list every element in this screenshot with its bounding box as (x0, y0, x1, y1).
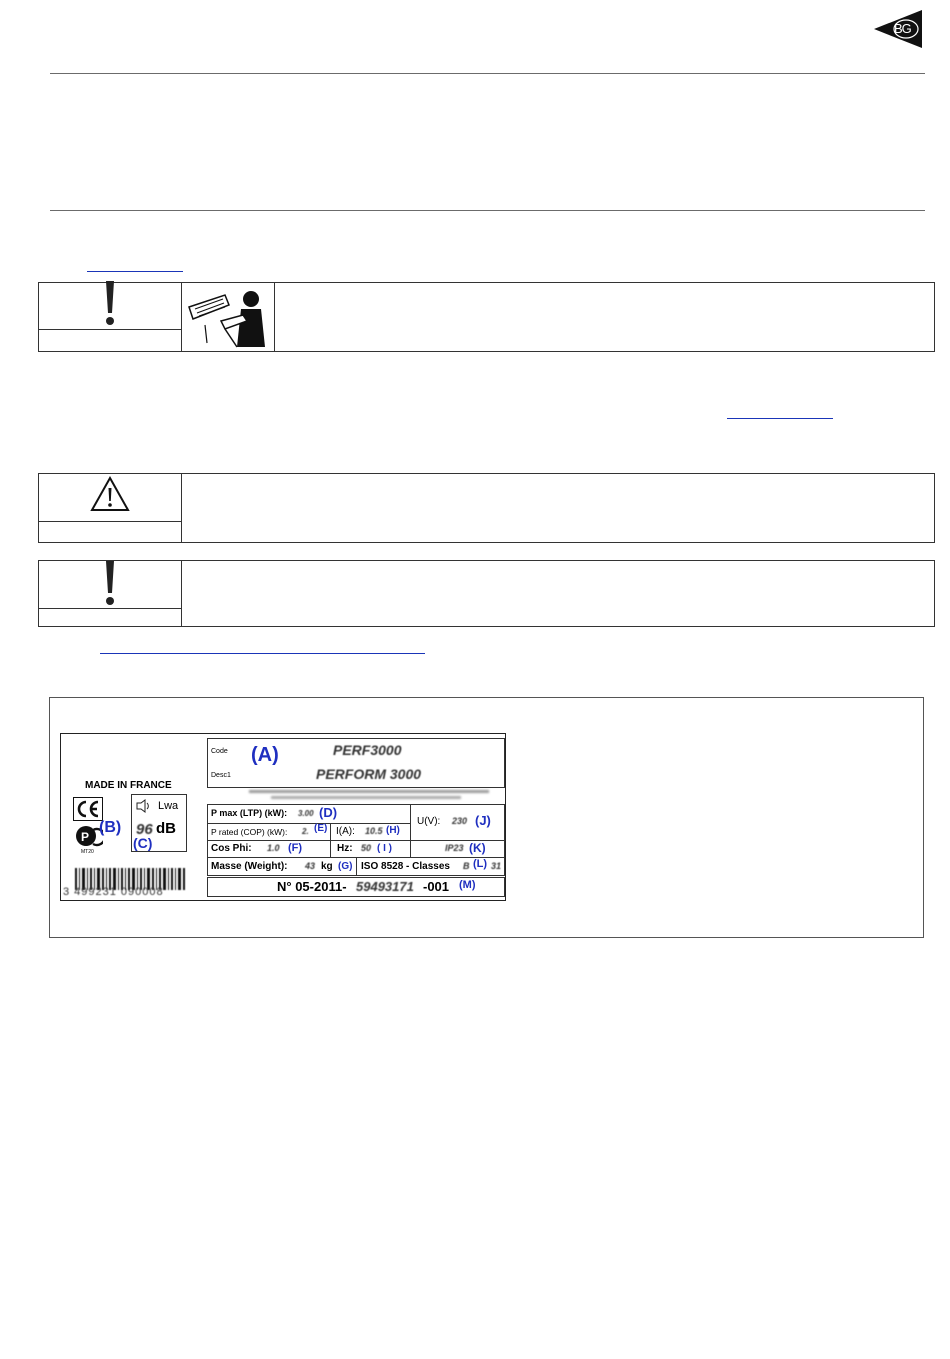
prated-label: P rated (COP) (kW): (211, 827, 288, 837)
code-value: PERF3000 (333, 742, 402, 758)
serial-mid: 59493171 (356, 879, 414, 894)
warning-triangle-icon (89, 475, 131, 513)
serial-suffix: -001 (423, 879, 450, 894)
language-badge-label: BG (894, 21, 911, 36)
svg-text:P: P (81, 830, 90, 844)
address-line (271, 796, 461, 799)
lwa-unit: dB (156, 820, 176, 837)
current-value: 10.5 (365, 826, 383, 836)
header-rule (50, 73, 925, 74)
cosphi-value: 1.0 (267, 843, 280, 853)
mass-unit: kg (321, 861, 333, 872)
callout-a: (A) (251, 744, 279, 766)
pmax-label: P max (LTP) (kW): (211, 808, 288, 818)
exclamation-icon (103, 279, 117, 329)
hz-label: Hz: (337, 843, 353, 854)
callout-e: (E) (314, 823, 328, 834)
mass-value: 43 (305, 861, 316, 871)
cosphi-label: Cos Phi: (211, 843, 252, 854)
callout-m: (M) (459, 879, 476, 891)
section-rule (50, 210, 925, 211)
address-line (249, 790, 489, 793)
callout-g: (G) (338, 861, 353, 872)
prated-value: 2. (302, 827, 309, 836)
barcode-digits: 3 499231 090008 (63, 886, 164, 898)
mt20-label: MT20 (81, 849, 94, 855)
pmax-value: 3.00 (298, 809, 314, 818)
code-label: Code (211, 748, 228, 755)
callout-k: (K) (469, 841, 486, 855)
mass-label: Masse (Weight): (211, 861, 288, 872)
lwa-value: 96 (136, 821, 153, 838)
current-label: I(A): (336, 826, 355, 837)
callout-l: (L) (473, 858, 488, 870)
callout-h: (H) (386, 825, 400, 836)
desc-value: PERFORM 3000 (316, 766, 422, 782)
iso-tail: 31 (491, 861, 502, 871)
voltage-label: U(V): (417, 816, 441, 827)
read-manual-icon (185, 285, 271, 349)
callout-c: (C) (133, 835, 153, 851)
exclamation-icon (103, 559, 117, 609)
iso-value: B (463, 861, 470, 871)
callout-f: (F) (288, 842, 303, 854)
link-underline-3[interactable] (100, 653, 425, 654)
iso-label: ISO 8528 - Classes (361, 861, 450, 872)
callout-i: ( I ) (377, 843, 392, 854)
ip-value: IP23 (445, 843, 464, 853)
callout-b: (B) (99, 819, 122, 836)
serial-prefix: N° 05-2011- (277, 879, 347, 894)
link-underline-2[interactable] (727, 418, 833, 419)
warning-box (38, 473, 935, 543)
notice-box-manual (38, 282, 935, 352)
lwa-label: Lwa (158, 800, 179, 812)
link-underline-1[interactable] (87, 271, 183, 272)
hz-value: 50 (361, 843, 372, 853)
made-in-label: MADE IN FRANCE (85, 780, 172, 791)
desc-label: Desc1 (211, 772, 231, 779)
callout-d: (D) (319, 805, 338, 820)
notice-box-important (38, 560, 935, 627)
ce-mark-icon (73, 797, 103, 821)
noise-icon (135, 798, 151, 814)
voltage-value: 230 (452, 816, 468, 826)
language-badge (872, 8, 924, 50)
rating-plate (60, 733, 506, 901)
callout-j: (J) (475, 813, 491, 828)
